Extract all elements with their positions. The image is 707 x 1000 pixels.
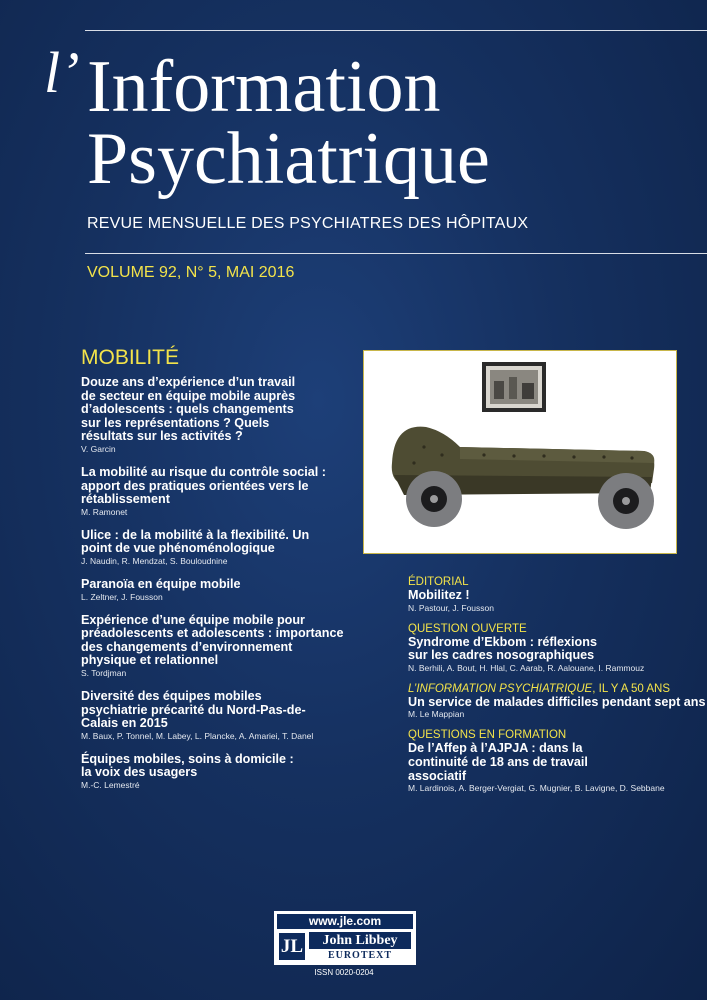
top-rule [85, 30, 707, 31]
publisher-subname: EUROTEXT [327, 950, 393, 961]
section-article-title: Un service de malades difficiles pendant sept ans [408, 694, 706, 709]
article[interactable] [81, 690, 351, 742]
article-title: La mobilité au risque du contrôle social : apport des pratiques orientées vers le rétablissement [81, 465, 326, 507]
article[interactable] [81, 466, 351, 518]
section-article-authors: N. Berhili, A. Bout, H. Hlal, C. Aarab, R. Aalouane, I. Rammouz [408, 662, 645, 673]
article-authors: M. Baux, P. Tonnel, M. Labey, L. Plancke, A. Amariei, T. Danel [81, 730, 314, 741]
masthead-title-line2: Psychiatrique [87, 118, 490, 200]
section-heading: ÉDITORIAL [408, 576, 469, 588]
editorial-block[interactable] [408, 576, 703, 614]
publisher-logo[interactable] [274, 911, 416, 965]
dossier-column [81, 346, 351, 802]
middle-rule [85, 253, 707, 254]
section-article-authors: N. Pastour, J. Fousson [408, 602, 494, 613]
publisher-name: John Libbey [309, 932, 411, 949]
section-article-authors: M. Le Mappian [408, 709, 465, 720]
article-title: Diversité des équipes mobiles psychiatrie précarité du Nord-Pas-de-Calais en 2015 [81, 689, 306, 731]
cover-photo [363, 350, 677, 554]
article-title: Paranoïa en équipe mobile [81, 577, 241, 592]
issn-number: ISSN 0020-0204 [314, 968, 374, 977]
section-heading-italic: L’INFORMATION PSYCHIATRIQUE [408, 682, 593, 695]
article[interactable] [81, 614, 351, 679]
masthead-title-line1: Information [87, 46, 441, 128]
article[interactable] [81, 376, 351, 455]
section-article-title: De l’Affep à l’AJPJA : dans la continuité de 18 ans de travail associatif [408, 741, 588, 783]
article[interactable] [81, 529, 351, 567]
masthead-prefix: l’ [44, 40, 80, 105]
publisher-url: www.jle.com [277, 914, 413, 929]
article-authors: L. Zeltner, J. Fousson [81, 591, 163, 602]
section-article-authors: M. Lardinois, A. Berger-Vergiat, G. Mugnier, B. Lavigne, D. Sebbane [408, 783, 665, 794]
sections-column [408, 576, 706, 803]
article-title: Expérience d’une équipe mobile pour préadolescents et adolescents : importance des changements d’environnement physique et relationnel [81, 612, 344, 668]
article-authors: M. Ramonet [81, 506, 128, 517]
article[interactable] [81, 753, 351, 791]
article-title: Ulice : de la mobilité à la flexibilité. Un point de vue phénoménologique [81, 527, 310, 556]
article-title: Douze ans d’expérience d’un travail de secteur en équipe mobile auprès d’adolescents : quels changements sur les représentations ? Quels résultats sur les activités ? [81, 375, 296, 444]
section-heading-rest: , IL Y A 50 ANS [592, 682, 671, 695]
section-heading: QUESTIONS EN FORMATION [408, 729, 567, 742]
formation-block[interactable] [408, 729, 703, 794]
article-authors: V. Garcin [81, 444, 116, 455]
dossier-title: MOBILITÉ [81, 346, 180, 369]
issue-volume: VOLUME 92, N° 5, MAI 2016 [87, 264, 295, 281]
article-authors: J. Naudin, R. Mendzat, S. Bouloudnine [81, 556, 228, 567]
article-authors: M.-C. Lemestré [81, 779, 140, 790]
daybed-on-wheels-illustration [364, 351, 676, 553]
section-heading [408, 683, 703, 696]
section-heading: QUESTION OUVERTE [408, 622, 527, 635]
article[interactable] [81, 578, 351, 603]
masthead-subtitle: REVUE MENSUELLE DES PSYCHIATRES DES HÔPITAUX [87, 215, 529, 232]
question-block[interactable] [408, 623, 703, 674]
article-authors: S. Tordjman [81, 668, 127, 678]
publisher-monogram: JL [279, 933, 305, 960]
section-article-title: Mobilitez ! [408, 588, 470, 602]
article-title: Équipes mobiles, soins à domicile : la voix des usagers [81, 751, 294, 780]
section-article-title: Syndrome d’Ekbom : réflexions sur les cadres nosographiques [408, 634, 597, 663]
fifty-years-block[interactable] [408, 682, 706, 721]
